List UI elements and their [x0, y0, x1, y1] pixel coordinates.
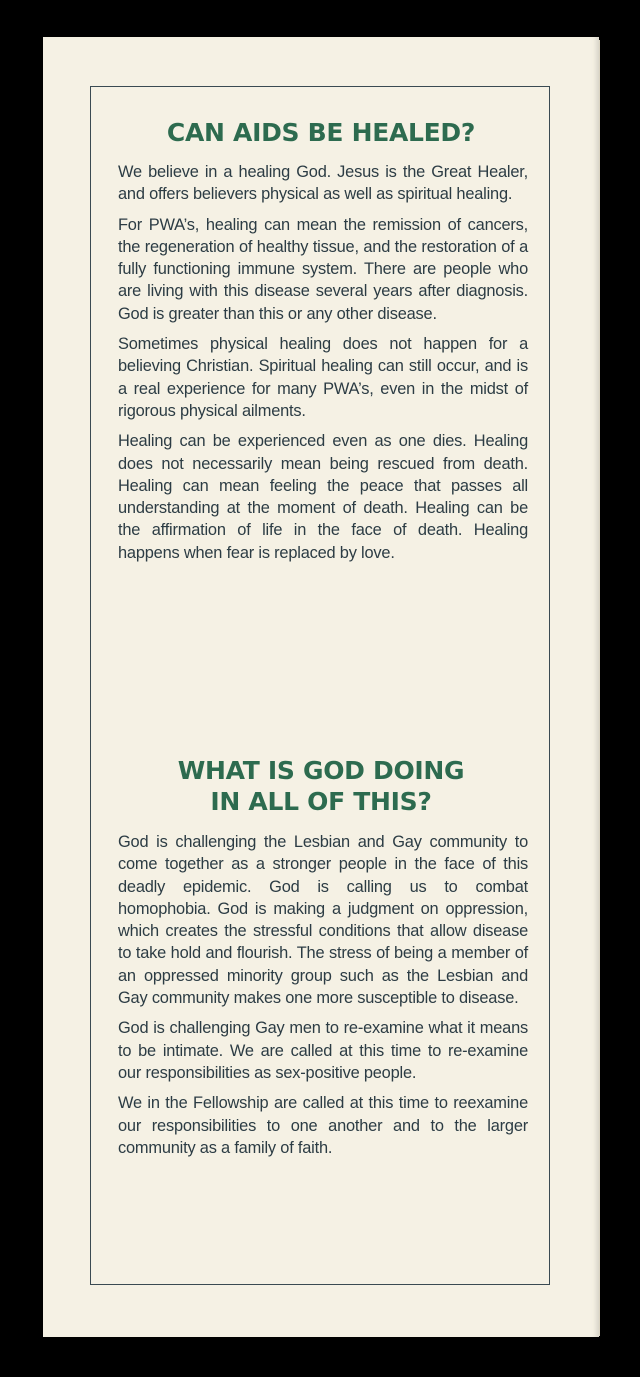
paragraph: For PWA’s, healing can mean the remission of cancers, the regeneration of healthy tissue, and the restoration of a fully functioning immune system. There are people who are living with this disease several years after diagnosis. God is greater than this or any other disease. [118, 215, 528, 323]
heading-line: WHAT IS GOD DOING [177, 756, 465, 785]
paragraph: Healing can be experienced even as one dies. Healing does not necessarily mean being rescued from death. Healing can mean feeling the peace that passes all understanding at the moment of death. Healing can be the affirmation of life in the face of death. Healing happens when fear is replaced by love. [118, 432, 528, 562]
heading-line: CAN AIDS BE HEALED? [166, 118, 476, 147]
paragraph: We believe in a healing God. Jesus is the Great Healer, and offers believers physical as well as spiritual healing. [118, 163, 528, 204]
section-god-doing-body [118, 831, 528, 1167]
section-healing-body [118, 161, 528, 572]
page-border-frame [90, 86, 550, 1285]
paragraph: God is challenging Gay men to re-examine what it means to be intimate. We are called at this time to re-examine our responsibilities as sex-positive people. [118, 1019, 528, 1082]
heading-can-aids-be-healed [91, 117, 551, 148]
paragraph: Sometimes physical healing does not happen for a believing Christian. Spiritual healing can still occur, and is a real experience for many PWA’s, even in the midst of rigorous physical ailments. [118, 335, 528, 420]
paragraph: God is challenging the Lesbian and Gay community to come together as a stronger people in the face of this deadly epidemic. God is calling us to combat homophobia. God is making a judgment on oppression, which creates the stressful conditions that allow disease to take hold and flourish. The stress of being a member of an oppressed minority group such as the Lesbian and Gay community makes one more susceptible to disease. [118, 833, 528, 1008]
paragraph: We in the Fellowship are called at this time to reexamine our responsibilities to one another and to the larger community as a family of faith. [118, 1094, 528, 1157]
heading-line: IN ALL OF THIS? [210, 787, 432, 816]
heading-what-is-god-doing [91, 755, 551, 817]
